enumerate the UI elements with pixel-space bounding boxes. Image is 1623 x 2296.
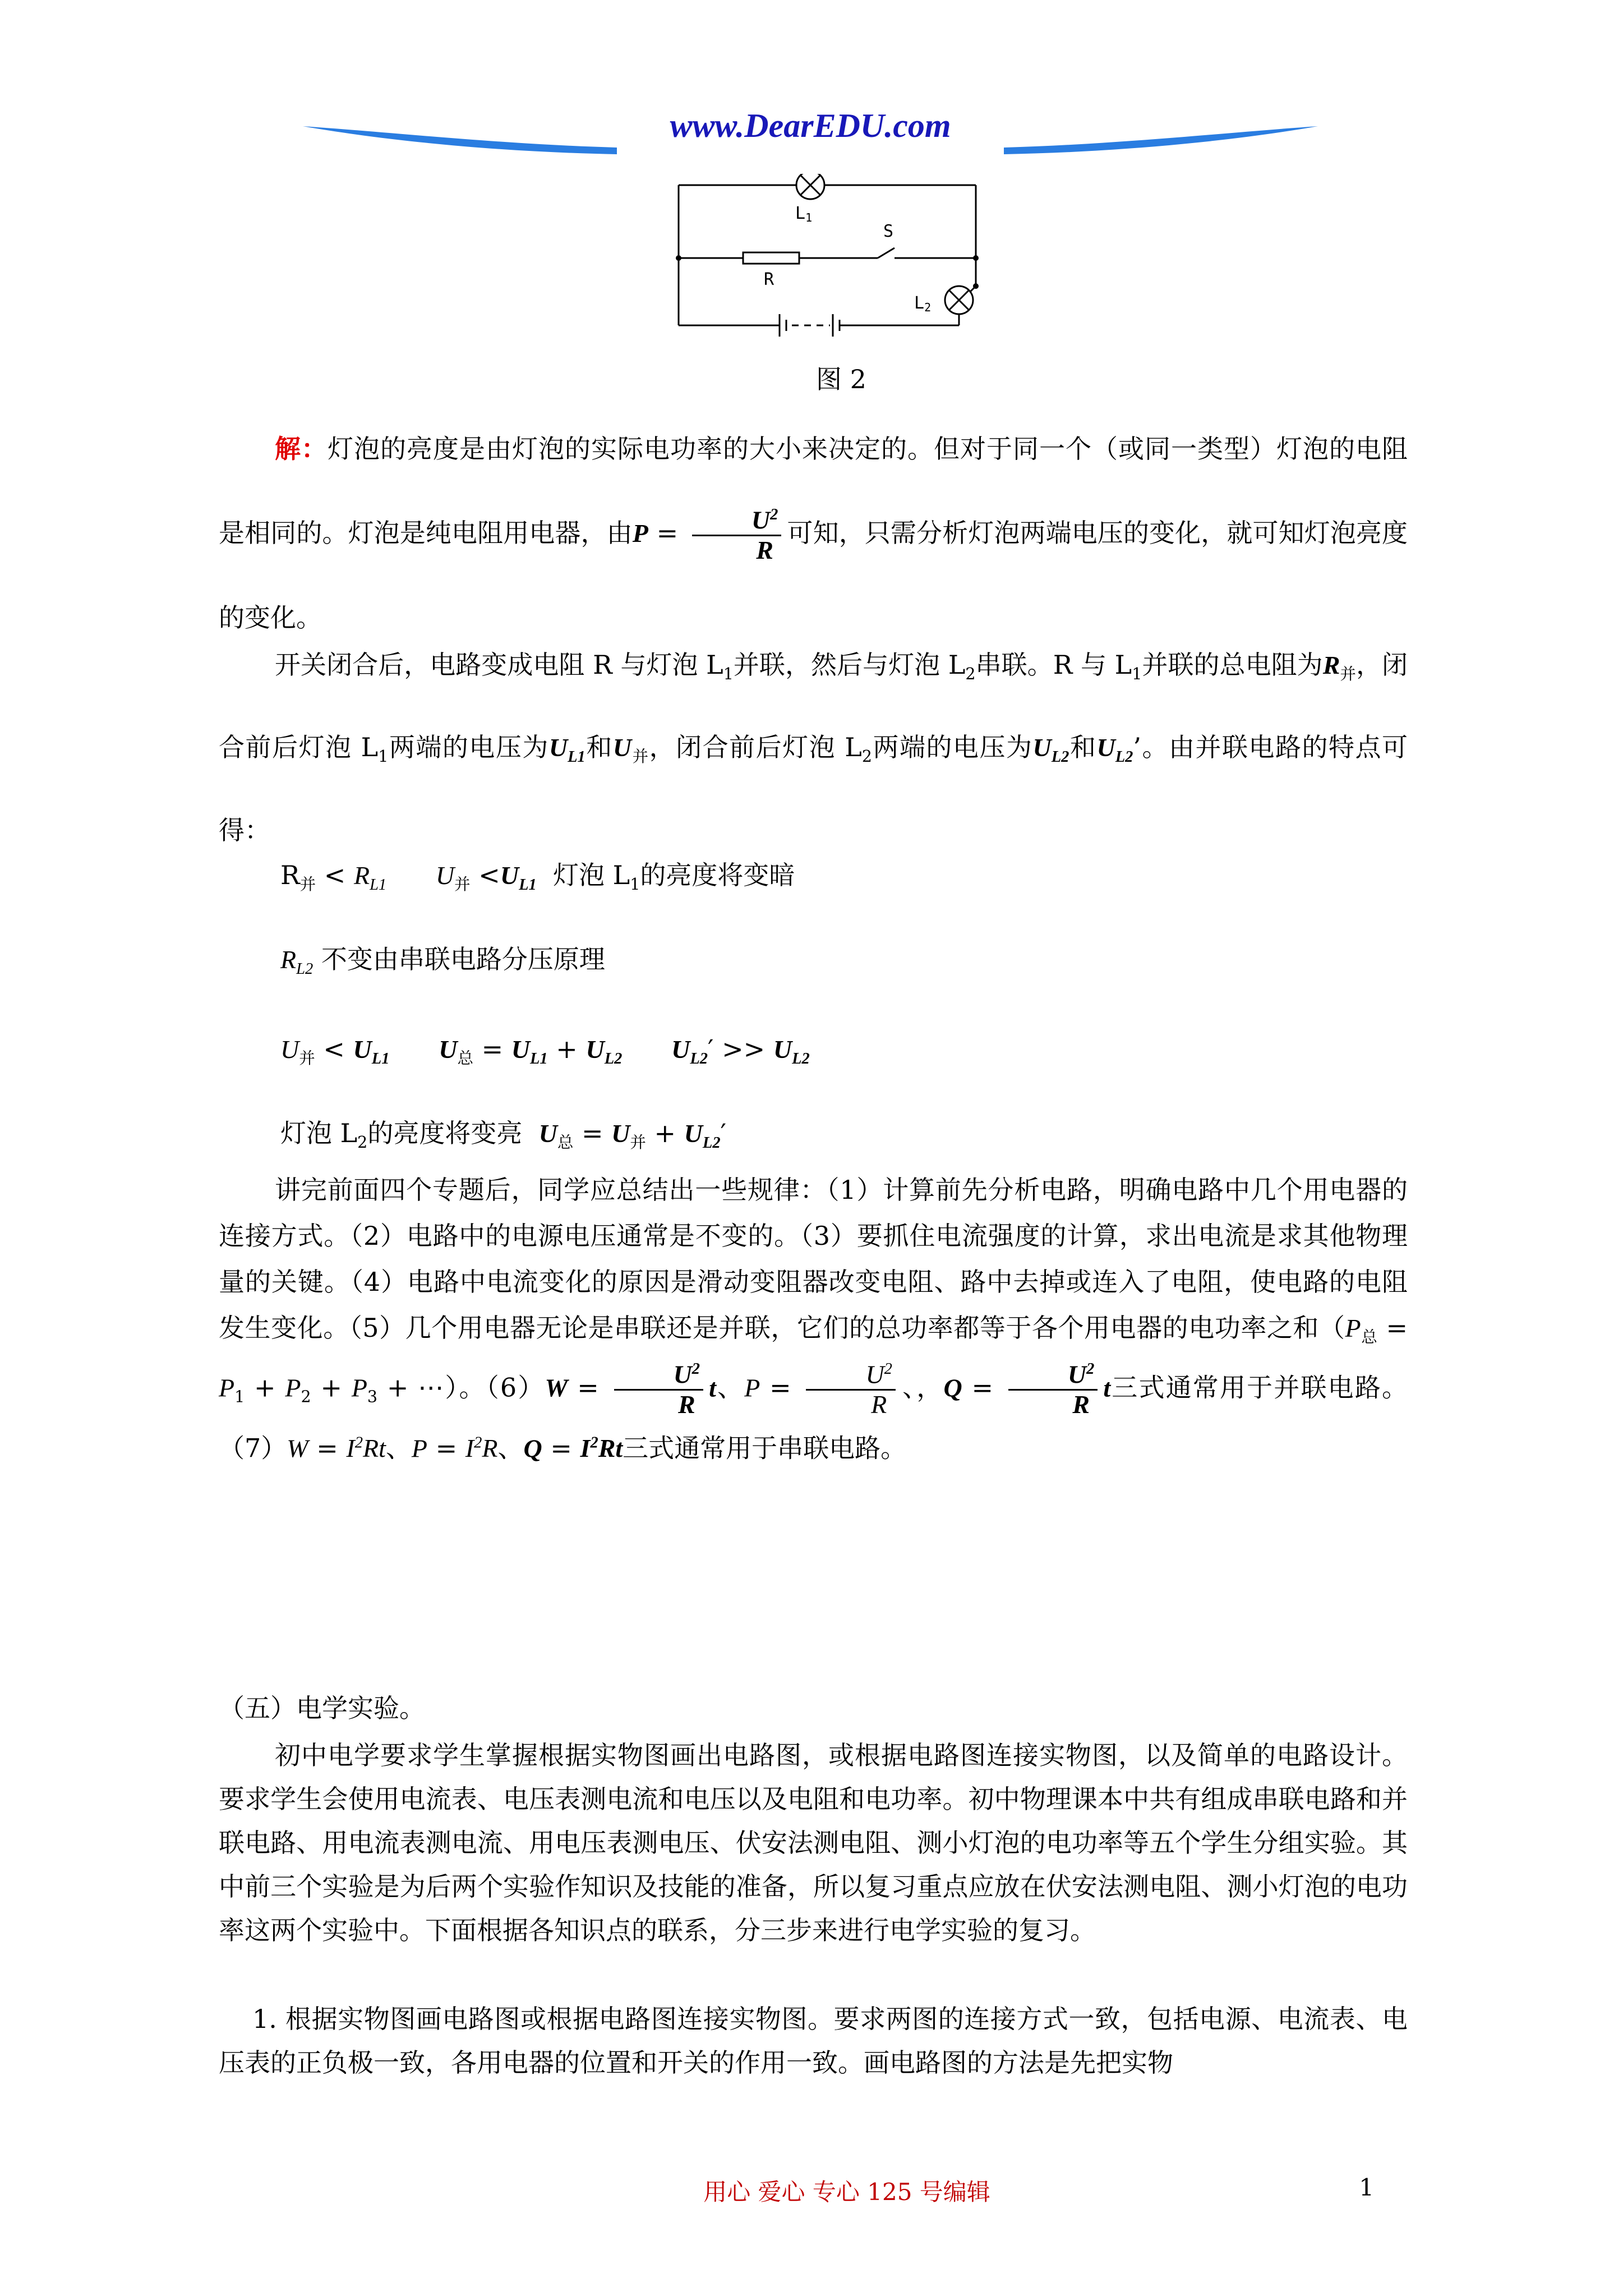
equation-line-3: $U_并 < U_{L1}$ $U_总 = U_{L1} + U_{L2}$ $U_{L2}' >> U_{L2}$ xyxy=(280,1034,810,1068)
figure-caption: 图 2 xyxy=(816,364,866,394)
label-s: S xyxy=(883,222,894,241)
solution-paragraph-1: 解：灯泡的亮度是由灯泡的实际电功率的大小来决定的。但对于同一个（或同一类型）灯泡的电阻是相同的。灯泡是纯电阻用电器，由P = $\frac{U^2}{R}$ 可知，只需分析灯泡两端电压的变化，就可知灯泡亮度的变化。 xyxy=(219,434,1408,633)
switch-symbol xyxy=(878,248,895,258)
circuit-diagram xyxy=(667,174,993,342)
equation-line-4: 灯泡 $L_2$的亮度将变亮 $U_总 = U_并 + U_{L2}'$ xyxy=(280,1118,727,1152)
footer-text: 用心 爱心 专心 125 号编辑 xyxy=(703,2178,990,2206)
summary-paragraph: 讲完前面四个专题后，同学应总结出一些规律：（1）计算前先分析电路，明确电路中几个用电器的连接方式。（2）电路中的电源电压通常是不变的。（3）要抓住电流强度的计算，求出电流是求其他物理量的关键。（4）电路中电流变化的原因是滑动变阻器改变电阻、路中去掉或连入了电阻，使电路的电阻发生变化。（5）几个用电器无论是串联还是并联，它们的总功率都等于各个用电器的电功率之和（$P_总 = P_1 + P_2 + P_3$ + ⋯）。（6）W = $\frac{U^2}{R}$ t、P = $\frac{U^2}{R}$ 、，Q = $\frac{U^2}{R}$ t三式通常用于并联电路。$(7)W = I^2Rt$、$P = I^2R$、$Q = I^2Rt$三式通常用于串联电路。 xyxy=(219,1175,1408,1463)
site-logo: www.DearEDU.com xyxy=(670,107,951,144)
section-5-paragraph-1: 初中电学要求学生掌握根据实物图画出电路图，或根据电路图连接实物图，以及简单的电路设计。要求学生会使用电流表、电压表测电流和电压以及电阻和电功率。初中物理课本中共有组成串联电路和并联电路、用电流表测电流、用电压表测电压、伏安法测电阻、测小灯泡的电功率等五个学生分组实验。其中前三个实验是为后两个实验作知识及技能的准备，所以复习重点应放在伏安法测电阻、测小灯泡的电功率这两个实验中。下面根据各知识点的联系，分三步来进行电学实验的复习。 xyxy=(219,1740,1408,1945)
solution-paragraph-2: 开关闭合后，电路变成电阻 R 与灯泡 $L_1$并联，然后与灯泡 $L_2$串联。R 与 $L_1$并联的总电阻为$R_并$，闭合前后灯泡 $L_1$两端的电压为$U_{L1}$和$U_并$，闭合前后灯泡 $L_2$两端的电压为$U_{L2}$和$U_{L2}$’。由并联电路的特点可得： xyxy=(219,650,1408,846)
section-5-paragraph-2: 1. 根据实物图画电路图或根据电路图连接实物图。要求两图的连接方式一致，包括电源、电流表、电压表的正负极一致，各用电器的位置和开关的作用一致。画电路图的方法是先把实物 xyxy=(219,2004,1408,2078)
page-number: 1 xyxy=(1359,2174,1374,2201)
resistor-symbol xyxy=(743,252,799,264)
solution-label: 解： xyxy=(275,434,328,464)
equation-line-2: $R_{L2}$ 不变由串联电路分压原理 xyxy=(280,944,605,978)
equation-line-1: $R_并 < R_{L1}$ $U_并 <U_{L1}$ 灯泡 $L_1$的亮度将变暗 xyxy=(280,860,795,894)
label-l2: L2 xyxy=(914,293,932,314)
label-r: R xyxy=(764,270,774,289)
section-5-heading: （五）电学实验。 xyxy=(219,1693,425,1723)
label-l1: L1 xyxy=(795,204,813,224)
